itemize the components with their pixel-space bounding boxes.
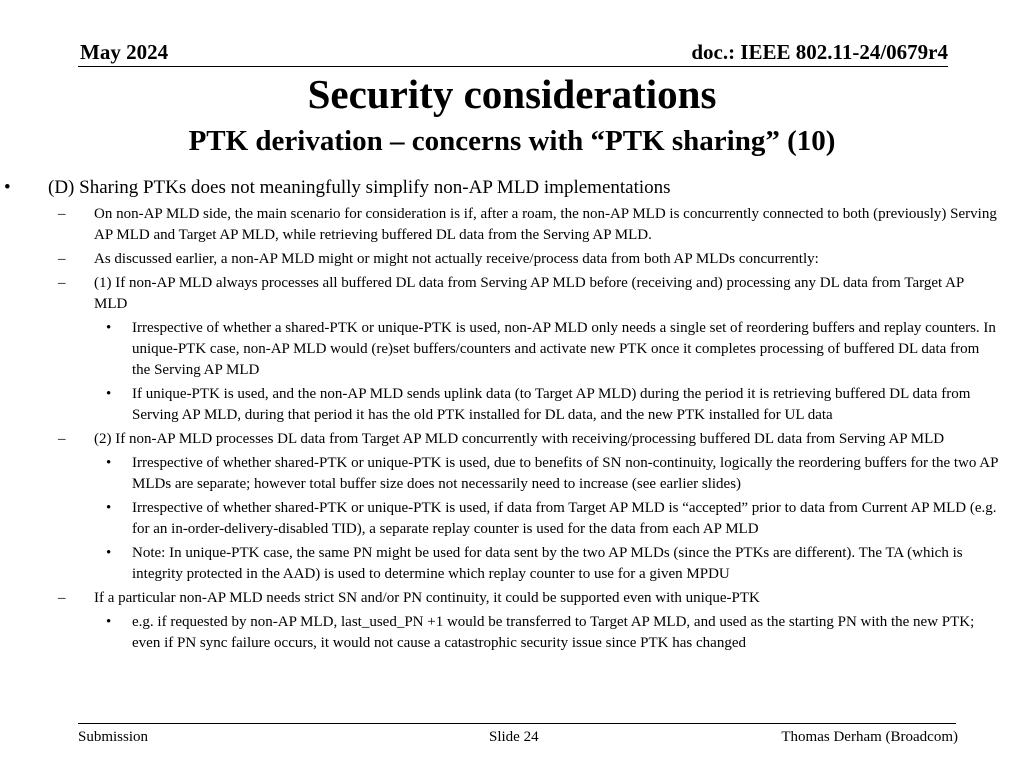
bullet-text: As discussed earlier, a non-AP MLD might or might not actually receive/process data from both AP MLDs concurrently: <box>94 251 819 267</box>
bullet-marker: • <box>106 320 112 336</box>
bullet-text: Note: In unique-PTK case, the same PN might be used for data sent by the two AP MLDs (since the PTKs are different). The TA (which is integrity protected in the AAD) is used to determine which replay counter to use for a given MPDU <box>132 545 963 582</box>
bullet-marker: • <box>106 545 112 561</box>
bullet-text: If unique-PTK is used, and the non-AP MLD sends uplink data (to Target AP MLD) during the period it is retrieving buffered DL data from Serving AP MLD, during that period it has the old PTK installed for DL data, and the new PTK installed for UL data <box>132 386 971 423</box>
bullet-level3 <box>0 612 1000 654</box>
bullet-level2 <box>0 588 1000 609</box>
dash-marker: – <box>58 275 66 291</box>
bullet-text: If a particular non-AP MLD needs strict SN and/or PN continuity, it could be supported even with unique-PTK <box>94 590 760 606</box>
bullet-text: Irrespective of whether a shared-PTK or unique-PTK is used, non-AP MLD only needs a single set of reordering buffers and replay counters. In unique-PTK case, non-AP MLD would (re)set buffers/counters and activate new PTK once it completes processing of buffered DL data from the Serving AP MLD <box>132 320 996 378</box>
slide-subtitle: PTK derivation – concerns with “PTK sharing” (10) <box>188 125 836 157</box>
bullet-level3 <box>0 384 1000 426</box>
dash-marker: – <box>58 206 66 222</box>
bullet-level1 <box>0 176 1000 200</box>
bullet-marker: • <box>106 386 112 402</box>
bullet-text: Irrespective of whether shared-PTK or unique-PTK is used, if data from Target AP MLD is “accepted” prior to data from Current AP MLD (e.g. for an in-order-delivery-disabled TID), a separate replay counter is used for the data from each AP MLD <box>132 500 997 537</box>
dash-marker: – <box>58 590 66 606</box>
bullet-marker: • <box>106 614 112 630</box>
bullet-level2 <box>0 249 1000 270</box>
bullet-level3 <box>0 498 1000 540</box>
bullet-level2 <box>0 273 1000 315</box>
footer-submission: Submission <box>78 729 149 745</box>
footer-divider <box>78 723 956 724</box>
bullet-text: On non-AP MLD side, the main scenario for consideration is if, after a roam, the non-AP MLD is concurrently connected to both (previously) Serving AP MLD and Target AP MLD, while retrieving buffered DL data from the Serving AP MLD. <box>94 206 997 243</box>
bullet-level2 <box>0 429 1000 450</box>
bullet-level3 <box>0 453 1000 495</box>
bullet-text: Irrespective of whether shared-PTK or unique-PTK is used, due to benefits of SN non-continuity, logically the reordering buffers for the two AP MLDs are separate; however total buffer size does not necessarily need to increase (see earlier slides) <box>132 455 998 492</box>
bullet-text: (2) If non-AP MLD processes DL data from Target AP MLD concurrently with receiving/processing buffered DL data from Serving AP MLD <box>94 431 945 447</box>
bullet-marker: • <box>4 177 11 198</box>
footer-slide-number: Slide 24 <box>489 729 539 745</box>
bullet-level3 <box>0 543 1000 585</box>
bullet-text: e.g. if requested by non-AP MLD, last_used_PN +1 would be transferred to Target AP MLD, and used as the starting PN with the new PTK; even if PN sync failure occurs, it would not cause a catastrophic security issue since PTK has changed <box>132 614 975 651</box>
header-doc-number: doc.: IEEE 802.11-24/0679r4 <box>691 40 948 64</box>
slide-body <box>0 176 1000 657</box>
bullet-level3 <box>0 318 1000 381</box>
bullet-marker: • <box>106 500 112 516</box>
footer-author: Thomas Derham (Broadcom) <box>781 729 958 745</box>
dash-marker: – <box>58 431 66 447</box>
header-date: May 2024 <box>80 40 169 64</box>
bullet-marker: • <box>106 455 112 471</box>
slide-title: Security considerations <box>307 71 717 117</box>
header-divider <box>78 66 948 67</box>
bullet-text: (1) If non-AP MLD always processes all buffered DL data from Serving AP MLD before (receiving and) processing any DL data from Target AP MLD <box>94 275 964 312</box>
bullet-level2 <box>0 204 1000 246</box>
dash-marker: – <box>58 251 66 267</box>
bullet-text: (D) Sharing PTKs does not meaningfully simplify non-AP MLD implementations <box>48 177 671 198</box>
